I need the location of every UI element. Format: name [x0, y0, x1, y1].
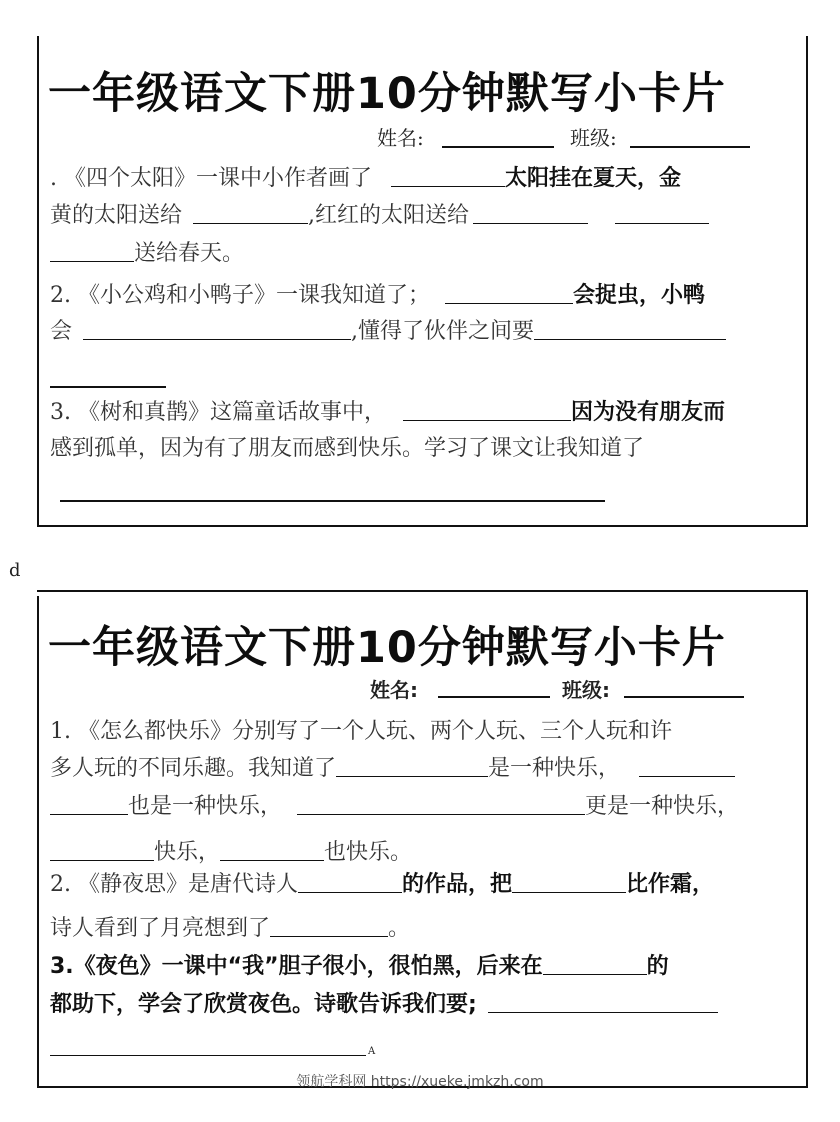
question-2-bold-text: 比作霜， [626, 872, 715, 897]
answer-blank[interactable] [512, 891, 626, 893]
question-1-text: 黄的太阳送给 [50, 203, 183, 228]
footer-watermark: 领航学科网 https://xueke.jmkzh.com [296, 1074, 544, 1090]
question-1-text: . 《四个太阳》一课中小作者画了 [50, 166, 372, 191]
name-label: 姓名: [370, 678, 418, 702]
question-1-text: 更是一种快乐， [585, 794, 740, 819]
question-1-line-4 [50, 842, 412, 864]
question-2-text: 会 [50, 319, 73, 344]
question-1-line-2 [50, 758, 735, 780]
question-1-text: ,红红的太阳送给 [308, 203, 470, 228]
answer-blank[interactable] [543, 973, 647, 975]
question-1-bold-text: 太阳挂在夏天，金 [505, 166, 682, 191]
class-label: 班级: [570, 126, 617, 150]
question-1-text: 也快乐。 [324, 840, 413, 865]
question-2-text: 诗人看到了月亮想到了 [50, 916, 271, 941]
question-1-line-3 [50, 796, 739, 818]
question-3-bold-text: 因为没有朋友而 [571, 400, 726, 425]
question-2-text: 2. 《小公鸡和小鸭子》一课我知道了； [50, 283, 430, 308]
answer-blank[interactable] [639, 775, 735, 777]
question-3-line-2 [50, 994, 718, 1016]
question-2-bold-text: 会捉虫，小鸭 [573, 283, 706, 308]
question-3-text: 3. 《树和真鹊》这篇童话故事中， [50, 400, 386, 425]
question-2-bold-text: 的作品，把 [401, 872, 512, 897]
question-2-line-2 [50, 918, 410, 940]
answer-blank[interactable] [298, 891, 402, 893]
answer-blank[interactable] [220, 859, 324, 861]
question-1-text: 送给春天。 [134, 241, 245, 266]
question-3-text: 3.《夜色》一课中“我”胆子很小，很怕黑，后来在 [50, 954, 543, 979]
question-1-text: 多人玩的不同乐趣。我知道了 [50, 756, 337, 781]
question-1-text: 是一种快乐， [488, 756, 621, 781]
end-mark: A [368, 1046, 376, 1057]
question-1-line-1: 1. 《怎么都快乐》分别写了一个人玩、两个人玩、三个人玩和许 [50, 719, 672, 744]
question-3-text: 都助下，学会了欣赏夜色。诗歌告诉我们要; [50, 992, 477, 1017]
question-1-text: 快乐， [154, 840, 221, 865]
question-3-line-1 [50, 956, 669, 978]
question-3-text: 的 [646, 954, 669, 979]
answer-blank[interactable] [50, 859, 154, 861]
answer-blank[interactable] [336, 775, 488, 777]
question-2-text: 。 [388, 916, 411, 941]
card-title: 一年级语文下册10分钟默写小卡片 [48, 623, 726, 673]
question-2-text: 2. 《静夜思》是唐代诗人 [50, 872, 298, 897]
answer-blank[interactable] [50, 1055, 366, 1056]
class-blank[interactable] [624, 696, 744, 698]
question-3-line-2: 感到孤单，因为有了朋友而感到快乐。学习了课文让我知道了 [50, 436, 645, 461]
question-2-text: ,懂得了伙伴之间要 [351, 319, 535, 344]
name-blank[interactable] [438, 696, 550, 698]
stray-mark: d [9, 560, 21, 581]
card-title: 一年级语文下册10分钟默写小卡片 [48, 69, 726, 119]
class-label: 班级: [562, 678, 610, 702]
question-2-line-1 [50, 874, 714, 896]
card-border-top [37, 590, 808, 592]
answer-blank[interactable] [297, 813, 585, 815]
answer-blank[interactable] [488, 1011, 718, 1013]
card-border-left [37, 596, 39, 1086]
name-label: 姓名: [377, 126, 424, 150]
answer-blank[interactable] [50, 813, 128, 815]
question-1-text: 也是一种快乐， [128, 794, 283, 819]
card-border-right [806, 590, 808, 1088]
answer-blank[interactable] [270, 935, 388, 937]
